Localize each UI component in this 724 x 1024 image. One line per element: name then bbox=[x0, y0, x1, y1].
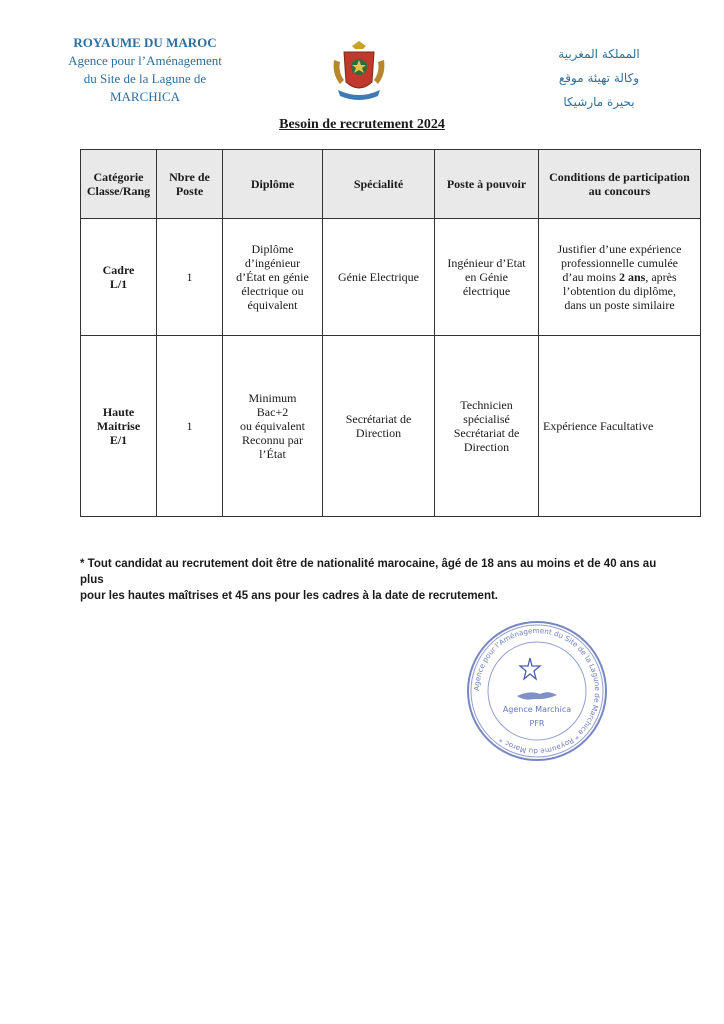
footnote: * Tout candidat au recrutement doit être de nationalité marocaine, âgé de 18 ans au moins et de 40 ans au plus pour les hautes maîtrises et 45 ans pour les cadres à la date de recrutement. bbox=[80, 558, 657, 602]
header-right bbox=[519, 42, 679, 114]
cell-poste: Ingénieur d’Etat en Génie électrique bbox=[435, 219, 539, 336]
arabic-kingdom-name: المملكة المغربية bbox=[558, 47, 640, 61]
arabic-agency-line2: بحيرة مارشيكا bbox=[563, 95, 635, 109]
header-categorie: Catégorie Classe/Rang bbox=[81, 150, 157, 219]
header-nbre-poste: Nbre de Poste bbox=[157, 150, 223, 219]
cell-categorie: Haute Maitrise E/1 bbox=[81, 336, 157, 517]
agency-name-line1: Agence pour l’Aménagement bbox=[68, 53, 222, 68]
table-row bbox=[81, 219, 701, 336]
header-poste: Poste à pouvoir bbox=[435, 150, 539, 219]
cell-specialite: Secrétariat de Direction bbox=[323, 336, 435, 517]
stamp-ring-text: Agence pour l’Aménagement du Site de la Lagune de Marchica * Royaume du Maroc * bbox=[471, 625, 603, 757]
cell-specialite: Génie Electrique bbox=[323, 219, 435, 336]
cell-nbre: 1 bbox=[157, 219, 223, 336]
svg-text:Agence pour l’Aménagement du S bbox=[472, 626, 602, 756]
table-row bbox=[81, 336, 701, 517]
page-title: Besoin de recrutement 2024 bbox=[279, 117, 445, 132]
table-header-row bbox=[81, 150, 701, 219]
agency-name-line2: du Site de la Lagune de bbox=[83, 71, 207, 86]
header-diplome: Diplôme bbox=[223, 150, 323, 219]
stamp-center-text: Agence Marchica bbox=[502, 705, 572, 714]
cell-poste: Technicien spécialisé Secrétariat de Direction bbox=[435, 336, 539, 517]
cell-conditions: Expérience Facultative bbox=[539, 336, 701, 517]
star-icon bbox=[520, 658, 540, 679]
official-stamp bbox=[462, 620, 612, 762]
recruitment-table bbox=[80, 149, 701, 517]
cell-conditions: Justifier d’une expérience professionnelle cumulée d’au moins 2 ans, après l’obtention du diplôme, dans un poste similaire bbox=[539, 219, 701, 336]
header-conditions: Conditions de participation au concours bbox=[539, 150, 701, 219]
cell-diplome: Diplôme d’ingénieur d’État en génie électrique ou équivalent bbox=[223, 219, 323, 336]
kingdom-name: ROYAUME DU MAROC bbox=[73, 35, 217, 50]
header-specialite: Spécialité bbox=[323, 150, 435, 219]
cell-diplome: Minimum Bac+2 ou équivalent Reconnu par l’État bbox=[223, 336, 323, 517]
arabic-agency-line1: وكالة تهيئة موقع bbox=[558, 71, 640, 85]
stamp-pfr-text: PFR bbox=[529, 719, 545, 728]
cell-categorie: Cadre L/1 bbox=[81, 219, 157, 336]
cell-nbre: 1 bbox=[157, 336, 223, 517]
header-left bbox=[50, 34, 240, 106]
coat-of-arms-icon bbox=[330, 40, 388, 102]
agency-name-line3: MARCHICA bbox=[109, 89, 181, 104]
lagoon-icon bbox=[517, 692, 557, 699]
